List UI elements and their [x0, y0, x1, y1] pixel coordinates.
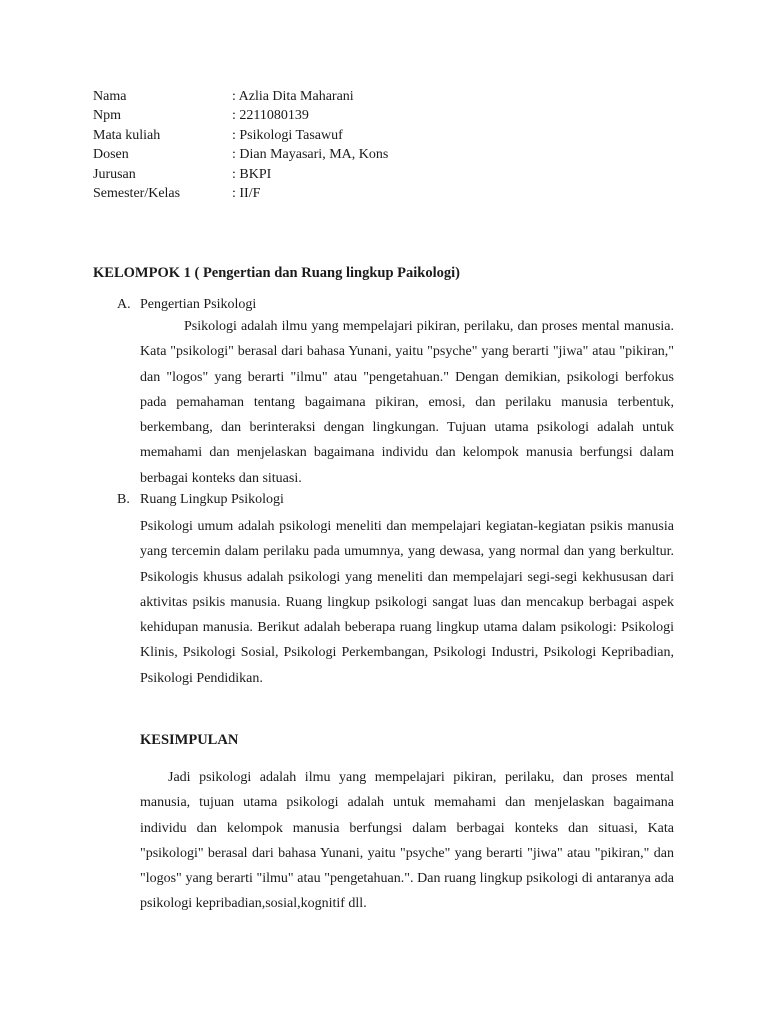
- identity-value: : BKPI: [232, 166, 272, 182]
- conclusion-paragraph: Jadi psikologi adalah ilmu yang mempelajari pikiran, perilaku, dan proses mental manusia, tujuan utama psikologi adalah untuk memahami dan menjelaskan bagaimana individu dan kelompok manusia berfungsi dalam berbagai konteks dan situasi, Kata "psikologi" berasal dari bahasa Yunani, yaitu "psyche" yang berarti "jiwa" atau "pikiran," dan "logos" yang berarti "ilmu" atau "pengetahuan.". Dan ruang lingkup psikologi di antaranya ada psikologi kepribadian,sosial,kognitif dll.: [140, 770, 674, 912]
- identity-label: Npm: [93, 108, 121, 124]
- identity-value: : Psikologi Tasawuf: [232, 127, 343, 143]
- identity-label: Nama: [93, 89, 127, 104]
- conclusion-heading: KESIMPULAN: [140, 732, 239, 748]
- section-a-title-text: Pengertian Psikologi: [140, 297, 257, 312]
- identity-block: [93, 87, 388, 203]
- group-heading: KELOMPOK 1 ( Pengertian dan Ruang lingkup Paikologi): [93, 265, 460, 281]
- identity-row-semester: [93, 184, 388, 203]
- section-a-marker: A.: [117, 297, 131, 312]
- identity-row-name: [93, 87, 388, 106]
- section-b-title: [117, 492, 284, 508]
- identity-row-course: [93, 126, 388, 145]
- identity-label: Jurusan: [93, 166, 136, 182]
- section-b-paragraph: Psikologi umum adalah psikologi meneliti dan mempelajari kegiatan-kegiatan psikis manusia yang tercemin dalam perilaku pada umumnya, yang dewasa, yang normal dan yang berkultur. Psikologis khusus adalah psikologi yang meneliti dan mempelajari segi-segi kekhususan dari aktivitas psikis manusia. Ruang lingkup psikologi sangat luas dan mencakup berbagai aspek kehidupan manusia. Berikut adalah beberapa ruang lingkup utama dalam psikologi: Psikologi Klinis, Psikologi Sosial, Psikologi Perkembangan, Psikologi Industri, Psikologi Kepribadian, Psikologi Pendidikan.: [140, 519, 674, 686]
- identity-label: Dosen: [93, 147, 129, 163]
- identity-row-lecturer: [93, 145, 388, 164]
- section-a-paragraph: Psikologi adalah ilmu yang mempelajari pikiran, perilaku, dan proses mental manusia. Kata "psikologi" berasal dari bahasa Yunani, yaitu "psyche" yang berarti "jiwa" atau "pikiran," dan "logos" yang berarti "ilmu" atau "pengetahuan." Dengan demikian, psikologi berfokus pada pemahaman tentang bagaimana pikiran, emosi, dan perilaku manusia terbentuk, berkembang, dan berinteraksi dengan lingkungan. Tujuan utama psikologi adalah untuk memahami dan menjelaskan bagaimana individu dan kelompok manusia berfungsi dalam berbagai konteks dan situasi.: [140, 319, 674, 486]
- identity-value: : Azlia Dita Maharani: [232, 89, 354, 104]
- section-b-marker: B.: [117, 492, 130, 507]
- identity-value: : 2211080139: [232, 108, 309, 124]
- identity-value: : Dian Mayasari, MA, Kons: [232, 147, 389, 163]
- identity-row-npm: [93, 106, 388, 125]
- identity-value: : II/F: [232, 186, 261, 202]
- section-a-title: [117, 297, 256, 313]
- identity-row-department: [93, 165, 388, 184]
- identity-label: Mata kuliah: [93, 127, 161, 143]
- identity-label: Semester/Kelas: [93, 186, 181, 202]
- section-b-title-text: Ruang Lingkup Psikologi: [140, 492, 284, 507]
